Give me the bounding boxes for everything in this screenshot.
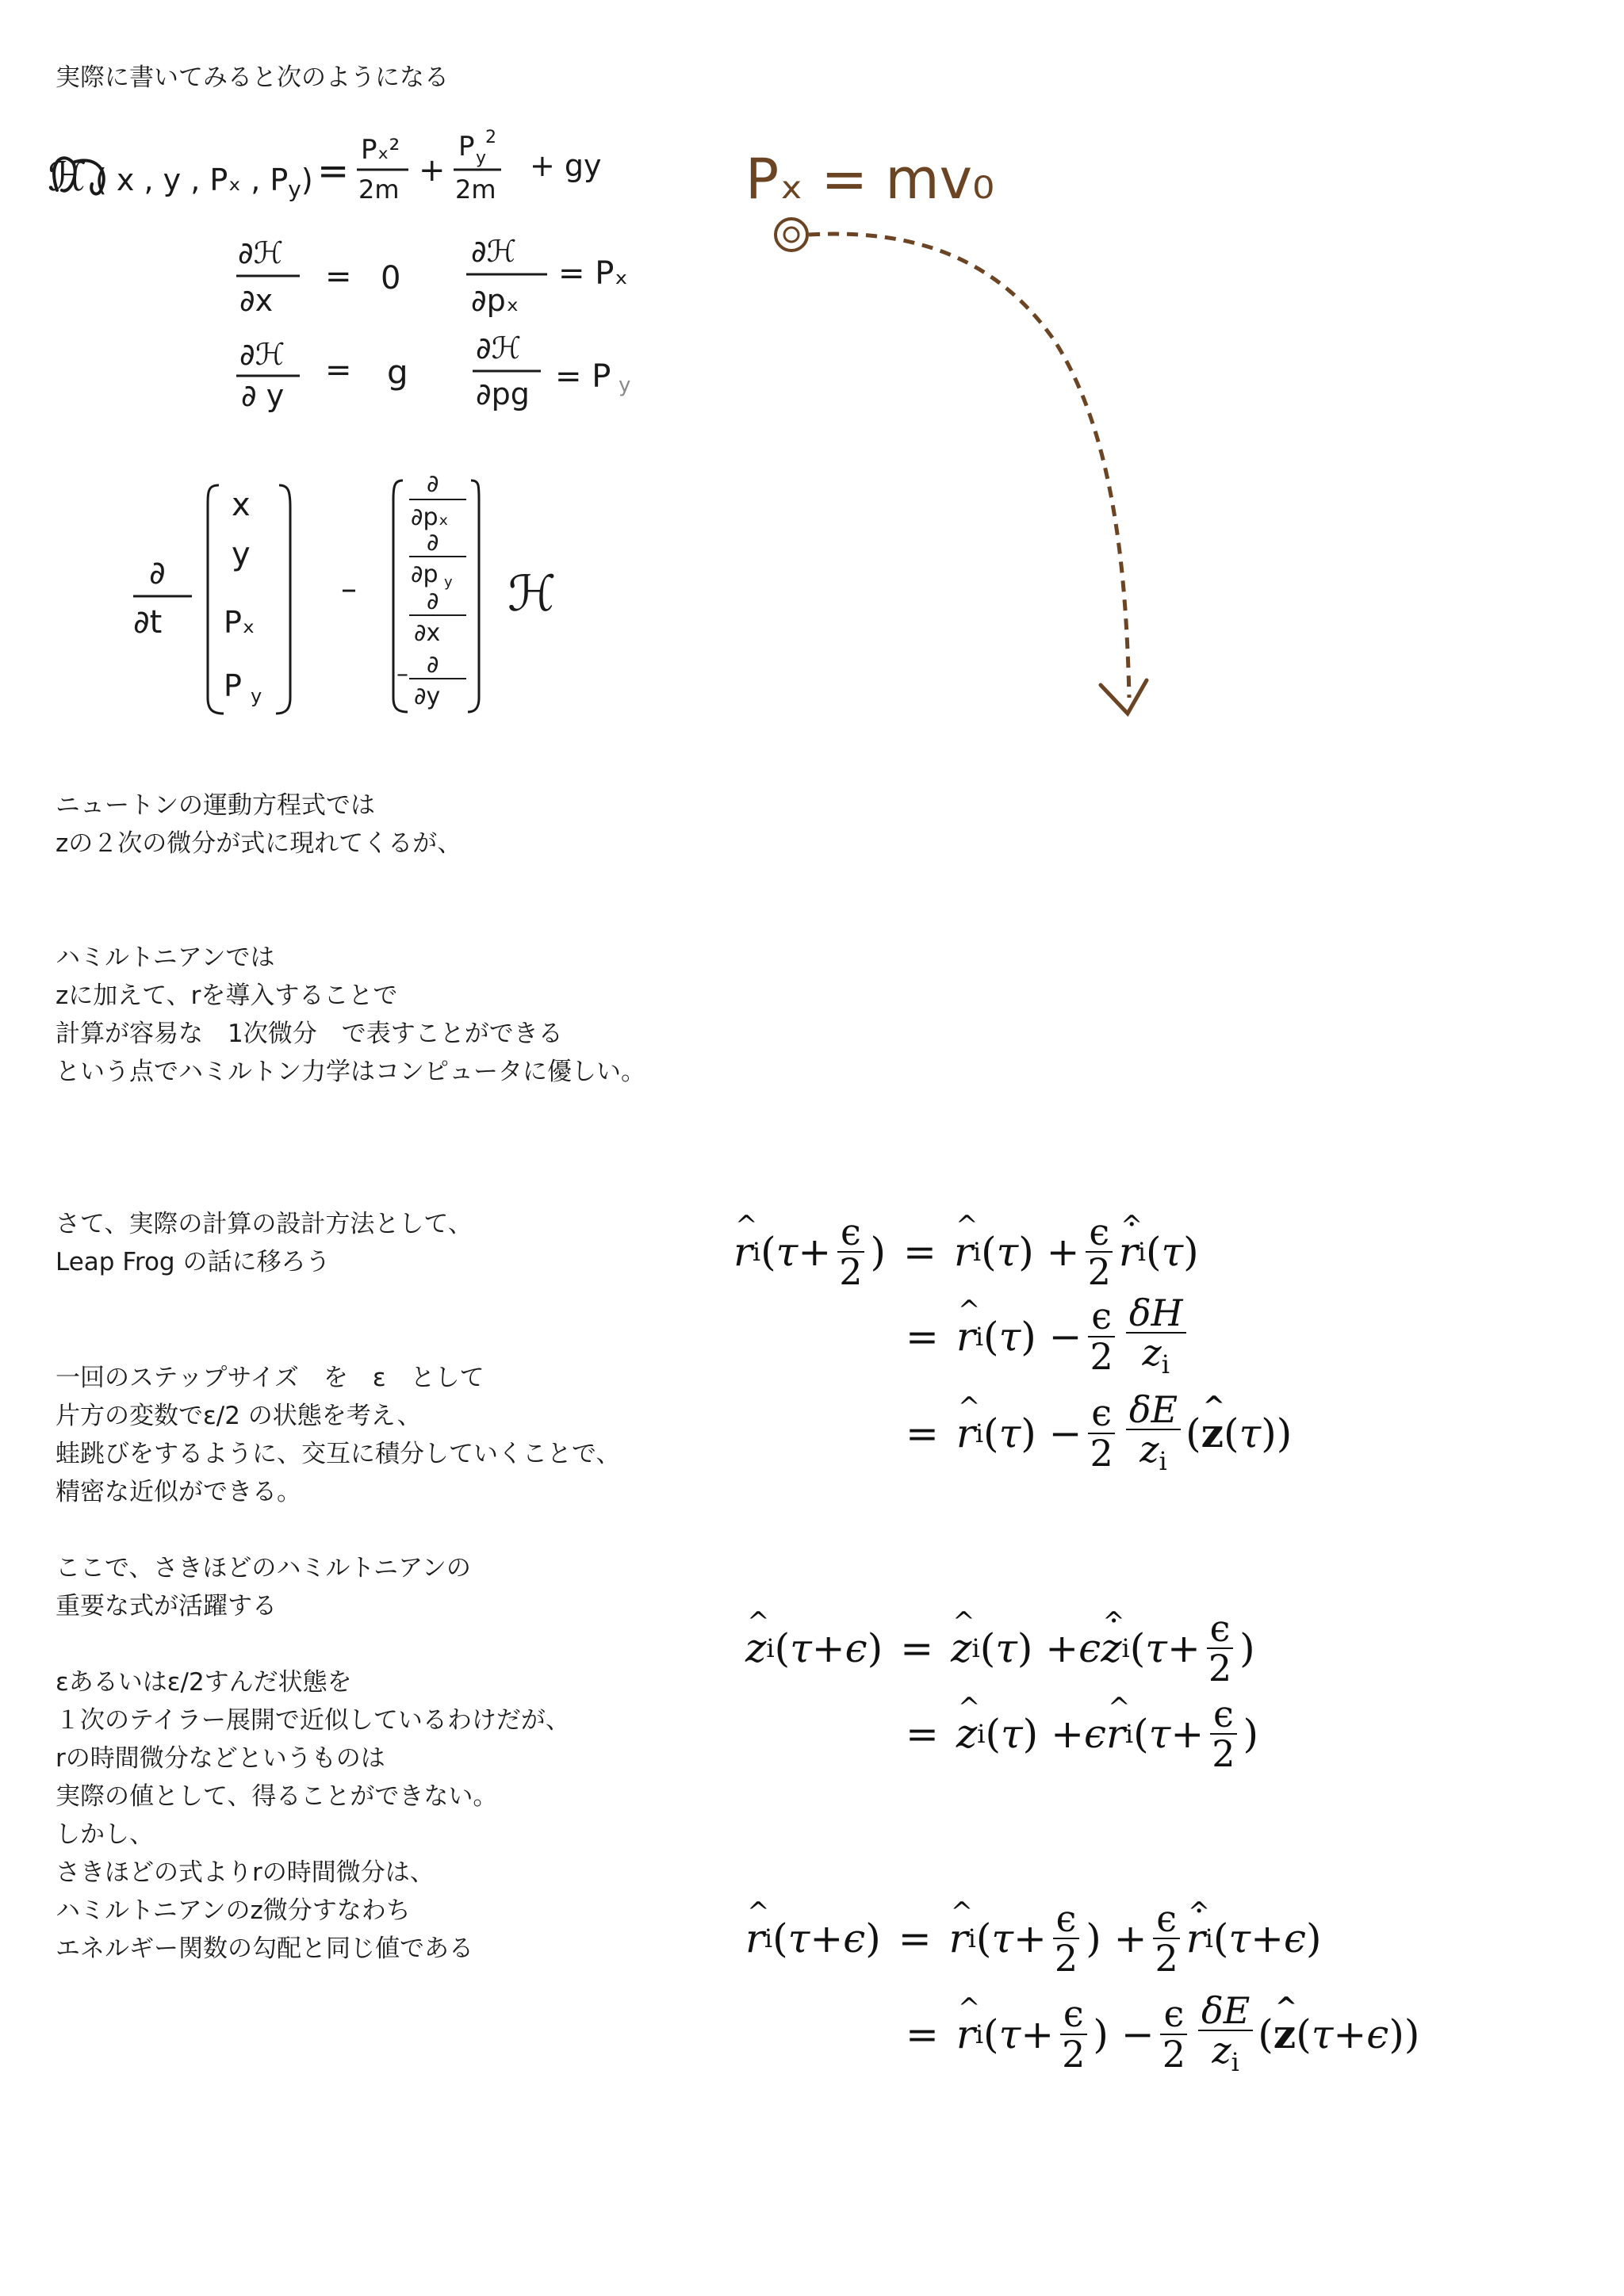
matrix-equation — [133, 470, 556, 714]
newton-line-2: zの２次の微分が式に現れてくるが、 — [56, 829, 462, 858]
explanation-line-1: εあるいはε/2すんだ状態を — [56, 1668, 352, 1697]
leapfrog-paragraph — [56, 1205, 473, 1281]
step-paragraph — [56, 1359, 620, 1511]
eq3-line-2: = ^ r i ( τ + $\frac{\epsilon}{2}$ ) − $\frac{\epsilon}{2}$ $\frac{\delta E}{z_i}$ ( ^ z ( τ + ϵ )) — [906, 1992, 1419, 2076]
explanation-paragraph — [56, 1663, 570, 1968]
svg-text:y: y — [251, 685, 262, 707]
hamilton-paragraph — [56, 939, 645, 1091]
eq1-line-2: = ^ r i ( τ ) − $\frac{\epsilon}{2}$ $\frac{\delta H}{z_i}$ — [906, 1294, 1191, 1379]
launch-label: Pₓ = mv₀ — [745, 147, 995, 212]
svg-text:y: y — [444, 574, 453, 591]
trajectory-path — [809, 234, 1129, 698]
leapfrog-line-1: さて、実際の計算の設計方法として、 — [56, 1210, 473, 1238]
svg-text:∂p: ∂p — [411, 561, 439, 588]
svg-text:∂: ∂ — [427, 587, 439, 615]
step-line-3: 蛙跳びをするように、交互に積分していくことで、 — [56, 1440, 621, 1468]
intro-line: 実際に書いてみると次のようになる — [56, 63, 449, 92]
vec-x: x — [232, 487, 251, 523]
plus-gy: + gy — [530, 148, 602, 183]
formula-paragraph — [56, 1549, 471, 1625]
svg-text:Pₓ²: Pₓ² — [361, 134, 400, 166]
explanation-line-3: rの時間微分などというものは — [56, 1744, 385, 1773]
pd-py-val: = P — [555, 358, 611, 395]
pd-x-eq: = — [325, 258, 352, 295]
explanation-line-2: １次のテイラー展開で近似しているわけだが、 — [56, 1706, 570, 1735]
explanation-line-8: エネルギー関数の勾配と同じ値である — [56, 1934, 473, 1963]
pd-y-den: ∂ y — [241, 378, 285, 413]
svg-text:–: – — [396, 660, 408, 688]
pd-px-den: ∂pₓ — [471, 283, 519, 318]
svg-text:∂pₓ: ∂pₓ — [411, 503, 449, 531]
pd-px-val: = Pₓ — [558, 255, 629, 292]
hamilton-line-2: zに加えて、rを導入することで — [56, 982, 398, 1010]
step-line-1: 一回のステップサイズ を ε として — [56, 1364, 485, 1392]
matrix-hamiltonian: ℋ — [508, 564, 557, 622]
pd-x-val: 0 — [381, 260, 401, 297]
svg-text:y: y — [619, 373, 631, 397]
explanation-line-6: さきほどの式よりrの時間微分は、 — [56, 1858, 435, 1887]
frac-px — [357, 134, 408, 205]
matrix-eq: – — [341, 571, 357, 607]
pd-py-den: ∂pg — [476, 377, 530, 411]
pd-py-num: ∂ℋ — [476, 331, 522, 365]
dt-den: ∂t — [133, 604, 163, 641]
trajectory-diagram — [745, 147, 1147, 714]
svg-text:2m: 2m — [455, 174, 496, 205]
partial-derivatives — [236, 234, 630, 413]
ball — [776, 219, 807, 251]
hamilton-line-1: ハミルトニアンでは — [56, 943, 275, 972]
explanation-line-5: しかし、 — [56, 1820, 154, 1849]
svg-text:P: P — [458, 131, 475, 163]
pd-y-eq: = — [325, 352, 352, 388]
pd-x-den: ∂x — [239, 283, 274, 318]
eq1-line-1: ^ r i ( τ + $\frac{\epsilon}{2}$ ) = ^ r i ( τ ) + $\frac{\epsilon}{2}$ ^ r . i ( τ ) — [733, 1213, 1199, 1292]
svg-text:∂: ∂ — [427, 529, 439, 557]
dt-num: ∂ — [149, 555, 166, 591]
leapfrog-line-2: Leap Frog の話に移ろう — [56, 1248, 331, 1276]
vec-py: P — [224, 668, 242, 703]
formula-line-2: 重要な式が活躍する — [56, 1592, 277, 1621]
formula-line-1: ここで、さきほどのハミルトニアンの — [56, 1554, 471, 1582]
vec-px: Pₓ — [224, 605, 255, 640]
hamiltonian-equation: ℋ ( x , y , Pₓ , Py) — [48, 154, 313, 202]
step-line-2: 片方の変数でε/2 の状態を考え、 — [56, 1402, 422, 1430]
frac-py — [454, 128, 501, 205]
step-line-4: 精密な近似ができる。 — [56, 1478, 301, 1506]
eq2-line-2: = ^ z i ( τ ) + ϵ ^ r i ( τ + $\frac{\epsilon}{2}$ ) — [906, 1695, 1258, 1774]
svg-text:∂: ∂ — [427, 470, 439, 498]
svg-text:2: 2 — [485, 128, 496, 147]
plus-1: + — [419, 152, 446, 189]
vec-y: y — [232, 536, 251, 572]
svg-text:∂x: ∂x — [414, 619, 441, 647]
pd-px-num: ∂ℋ — [471, 234, 517, 269]
eq2-line-1: ^ z i ( τ + ϵ ) = ^ z i ( τ ) + ϵ ^ z . i ( τ + $\frac{\epsilon}{2}$ ) — [745, 1609, 1255, 1688]
newton-paragraph — [56, 786, 462, 863]
pd-y-val: g — [387, 353, 408, 392]
svg-text:2m: 2m — [358, 174, 400, 205]
pd-y-num: ∂ℋ — [239, 337, 285, 372]
explanation-line-7: ハミルトニアンのz微分すなわち — [56, 1896, 411, 1925]
pd-x-num: ∂ℋ — [238, 235, 284, 270]
newton-line-1: ニュートンの運動方程式では — [56, 791, 375, 820]
svg-text:∂y: ∂y — [414, 683, 441, 710]
eq-sign-1: = — [317, 149, 350, 193]
eq3-line-1: ^ r i ( τ + ϵ ) = ^ r i ( τ + $\frac{\epsilon}{2}$ ) + $\frac{\epsilon}{2}$ ^ r . i ( τ + ϵ ) — [745, 1900, 1322, 1978]
svg-text:y: y — [476, 148, 487, 168]
handwritten-notes — [0, 0, 1624, 761]
arrow-head — [1101, 680, 1147, 714]
hamilton-line-4: という点でハミルトン力学はコンピュータに優しい。 — [56, 1058, 645, 1086]
svg-text:∂: ∂ — [427, 651, 439, 679]
hamilton-line-3: 計算が容易な 1次微分 で表すことができる — [56, 1020, 563, 1048]
explanation-line-4: 実際の値として、得ることができない。 — [56, 1782, 498, 1811]
eq1-line-3: = ^ r i ( τ ) − $\frac{\epsilon}{2}$ $\frac{\delta E}{z_i}$ ( ^ z ( τ )) — [906, 1391, 1292, 1475]
